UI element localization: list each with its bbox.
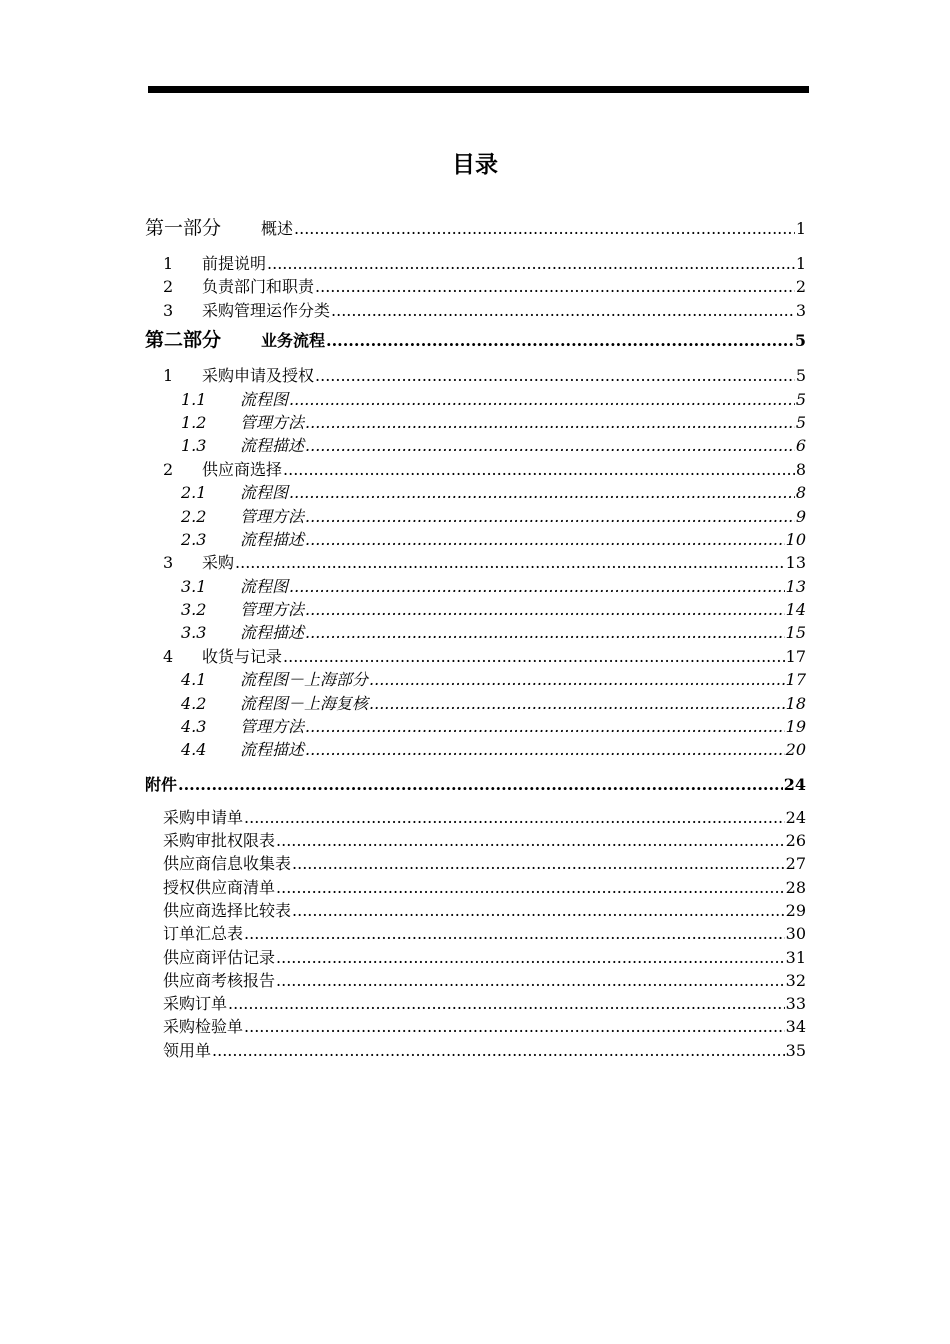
part-label: 第二部分 xyxy=(145,329,222,352)
leader-dots xyxy=(289,575,785,598)
page-number: 19 xyxy=(785,717,806,737)
page-number: 3 xyxy=(795,300,806,320)
toc-appendix-item[interactable] xyxy=(145,922,806,945)
leader-dots xyxy=(276,946,785,969)
toc-subsection[interactable] xyxy=(145,481,806,504)
leader-dots xyxy=(305,434,795,457)
toc-appendix-item[interactable] xyxy=(145,946,806,969)
section-title: 负责部门和职责 xyxy=(202,277,315,297)
page-number: 34 xyxy=(785,1017,806,1037)
subsection-title: 流程描述 xyxy=(240,740,305,760)
appendix-title: 附件 xyxy=(145,774,178,794)
page-number: 17 xyxy=(785,670,806,690)
table-of-contents xyxy=(145,210,806,1062)
subsection-title: 流程描述 xyxy=(240,529,305,549)
page-number: 13 xyxy=(785,553,806,573)
subsection-number: 4.4 xyxy=(181,740,207,760)
appendix-item-title: 领用单 xyxy=(163,1040,212,1060)
leader-dots xyxy=(276,829,785,852)
toc-subsection[interactable] xyxy=(145,668,806,691)
toc-subsection[interactable] xyxy=(145,505,806,528)
section-number: 2 xyxy=(163,459,174,479)
page-number: 14 xyxy=(785,600,806,620)
subsection-number: 4.2 xyxy=(181,693,207,713)
subsection-title: 流程图 xyxy=(240,576,289,596)
subsection-number: 4.3 xyxy=(181,717,207,737)
toc-subsection[interactable] xyxy=(145,715,806,738)
section-number: 3 xyxy=(163,300,174,320)
subsection-number: 2.2 xyxy=(181,506,207,526)
toc-appendix[interactable] xyxy=(145,770,806,800)
section-title: 供应商选择 xyxy=(202,459,283,479)
leader-dots xyxy=(244,922,785,945)
subsection-title: 流程图－上海部分 xyxy=(240,670,369,690)
toc-section[interactable] xyxy=(145,299,806,322)
toc-appendix-item[interactable] xyxy=(145,899,806,922)
leader-dots xyxy=(292,899,785,922)
section-title: 收货与记录 xyxy=(202,646,283,666)
toc-appendix-item[interactable] xyxy=(145,806,806,829)
page-number: 13 xyxy=(785,576,806,596)
toc-appendix-item[interactable] xyxy=(145,876,806,899)
page-number: 10 xyxy=(785,529,806,549)
section-number: 4 xyxy=(163,646,174,666)
subsection-number: 2.1 xyxy=(181,483,207,503)
subsection-title: 管理方法 xyxy=(240,412,305,432)
leader-dots xyxy=(228,992,785,1015)
page-number: 20 xyxy=(785,740,806,760)
subsection-number: 1.3 xyxy=(181,436,207,456)
subsection-number: 1.1 xyxy=(181,389,207,409)
leader-dots xyxy=(305,715,785,738)
leader-dots xyxy=(283,645,785,668)
subsection-number: 3.1 xyxy=(181,576,207,596)
page-number: 24 xyxy=(783,774,806,794)
page-number: 26 xyxy=(785,831,806,851)
toc-subsection[interactable] xyxy=(145,598,806,621)
section-number: 2 xyxy=(163,277,174,297)
toc-section[interactable] xyxy=(145,645,806,668)
part-title: 概述 xyxy=(261,219,294,238)
page-number: 35 xyxy=(785,1040,806,1060)
page-number: 33 xyxy=(785,994,806,1014)
page-number: 8 xyxy=(795,459,806,479)
page-number: 29 xyxy=(785,901,806,920)
toc-subsection[interactable] xyxy=(145,528,806,551)
leader-dots xyxy=(326,323,794,359)
toc-subsection[interactable] xyxy=(145,411,806,434)
subsection-number: 4.1 xyxy=(181,670,207,690)
leader-dots xyxy=(244,806,785,829)
section-number: 1 xyxy=(163,366,174,386)
leader-dots xyxy=(244,1015,785,1038)
subsection-title: 流程图－上海复核 xyxy=(240,693,369,713)
page-title: 目录 xyxy=(452,151,498,178)
toc-subsection[interactable] xyxy=(145,575,806,598)
appendix-item-title: 采购审批权限表 xyxy=(163,831,276,851)
toc-section[interactable] xyxy=(145,252,806,275)
page-number: 9 xyxy=(795,506,806,526)
page-number: 5 xyxy=(795,366,806,386)
leader-dots xyxy=(369,668,785,691)
page-number: 5 xyxy=(795,412,806,432)
leader-dots xyxy=(331,299,795,322)
leader-dots xyxy=(315,275,795,298)
toc-subsection[interactable] xyxy=(145,692,806,715)
subsection-title: 管理方法 xyxy=(240,717,305,737)
page-number: 32 xyxy=(785,970,806,990)
page-number: 8 xyxy=(795,483,806,503)
subsection-title: 流程图 xyxy=(240,389,289,409)
page-number: 17 xyxy=(785,646,806,666)
appendix-item-title: 供应商评估记录 xyxy=(163,947,276,967)
page-number: 6 xyxy=(795,436,806,456)
page-number: 5 xyxy=(795,389,806,409)
page-number: 15 xyxy=(785,623,806,643)
toc-appendix-item[interactable] xyxy=(145,852,806,875)
section-title: 采购管理运作分类 xyxy=(202,300,331,320)
leader-dots xyxy=(305,738,785,761)
appendix-item-title: 采购订单 xyxy=(163,994,228,1014)
subsection-title: 流程图 xyxy=(240,483,289,503)
page-number: 1 xyxy=(795,254,806,273)
page-number: 2 xyxy=(795,277,806,297)
subsection-number: 1.2 xyxy=(181,412,207,432)
appendix-item-title: 采购检验单 xyxy=(163,1017,244,1037)
appendix-item-title: 供应商选择比较表 xyxy=(163,901,292,920)
toc-appendix-item[interactable] xyxy=(145,1039,806,1062)
appendix-item-title: 供应商考核报告 xyxy=(163,970,276,990)
appendix-item-title: 授权供应商清单 xyxy=(163,877,276,897)
page-number: 27 xyxy=(785,854,806,874)
section-number: 3 xyxy=(163,553,174,573)
page-number: 31 xyxy=(785,947,806,967)
leader-dots xyxy=(305,598,785,621)
leader-dots xyxy=(369,692,785,715)
section-title: 采购 xyxy=(202,553,235,573)
toc-appendix-item[interactable] xyxy=(145,992,806,1015)
toc-subsection[interactable] xyxy=(145,388,806,411)
leader-dots xyxy=(292,852,785,875)
leader-dots xyxy=(235,551,785,574)
toc-part-2[interactable] xyxy=(145,322,806,358)
leader-dots xyxy=(212,1039,785,1062)
toc-subsection[interactable] xyxy=(145,621,806,644)
page-number: 18 xyxy=(785,693,806,713)
toc-subsection[interactable] xyxy=(145,434,806,457)
page-number: 24 xyxy=(785,807,806,827)
page-number: 30 xyxy=(785,924,806,944)
leader-dots xyxy=(305,411,795,434)
leader-dots xyxy=(283,458,795,481)
section-title: 采购申请及授权 xyxy=(202,366,315,386)
leader-dots xyxy=(305,621,785,644)
toc-appendix-item[interactable] xyxy=(145,1015,806,1038)
part-label: 第一部分 xyxy=(145,217,222,239)
subsection-number: 2.3 xyxy=(181,529,207,549)
subsection-title: 管理方法 xyxy=(240,600,305,620)
appendix-item-title: 采购申请单 xyxy=(163,807,244,827)
leader-dots xyxy=(289,388,795,411)
leader-dots xyxy=(267,252,795,275)
subsection-title: 流程描述 xyxy=(240,623,305,643)
leader-dots xyxy=(305,528,785,551)
leader-dots xyxy=(294,211,795,247)
toc-appendix-item[interactable] xyxy=(145,829,806,852)
toc-section[interactable] xyxy=(145,551,806,574)
page-number: 28 xyxy=(785,877,806,897)
leader-dots xyxy=(289,481,795,504)
part-title: 业务流程 xyxy=(261,331,326,351)
leader-dots xyxy=(276,969,785,992)
toc-section[interactable] xyxy=(145,275,806,298)
page-number: 1 xyxy=(795,219,806,238)
leader-dots xyxy=(178,770,783,800)
section-title: 前提说明 xyxy=(202,254,267,273)
section-number: 1 xyxy=(163,254,174,273)
leader-dots xyxy=(276,876,785,899)
leader-dots xyxy=(315,364,795,387)
subsection-number: 3.3 xyxy=(181,623,207,643)
appendix-item-title: 订单汇总表 xyxy=(163,924,244,944)
leader-dots xyxy=(305,505,795,528)
subsection-title: 流程描述 xyxy=(240,436,305,456)
subsection-title: 管理方法 xyxy=(240,506,305,526)
header-rule xyxy=(148,86,809,93)
toc-part-1[interactable] xyxy=(145,210,806,246)
appendix-item-title: 供应商信息收集表 xyxy=(163,854,292,874)
subsection-number: 3.2 xyxy=(181,600,207,620)
toc-section[interactable] xyxy=(145,458,806,481)
toc-section[interactable] xyxy=(145,364,806,387)
page-number: 5 xyxy=(794,331,806,351)
toc-appendix-item[interactable] xyxy=(145,969,806,992)
toc-subsection[interactable] xyxy=(145,738,806,761)
